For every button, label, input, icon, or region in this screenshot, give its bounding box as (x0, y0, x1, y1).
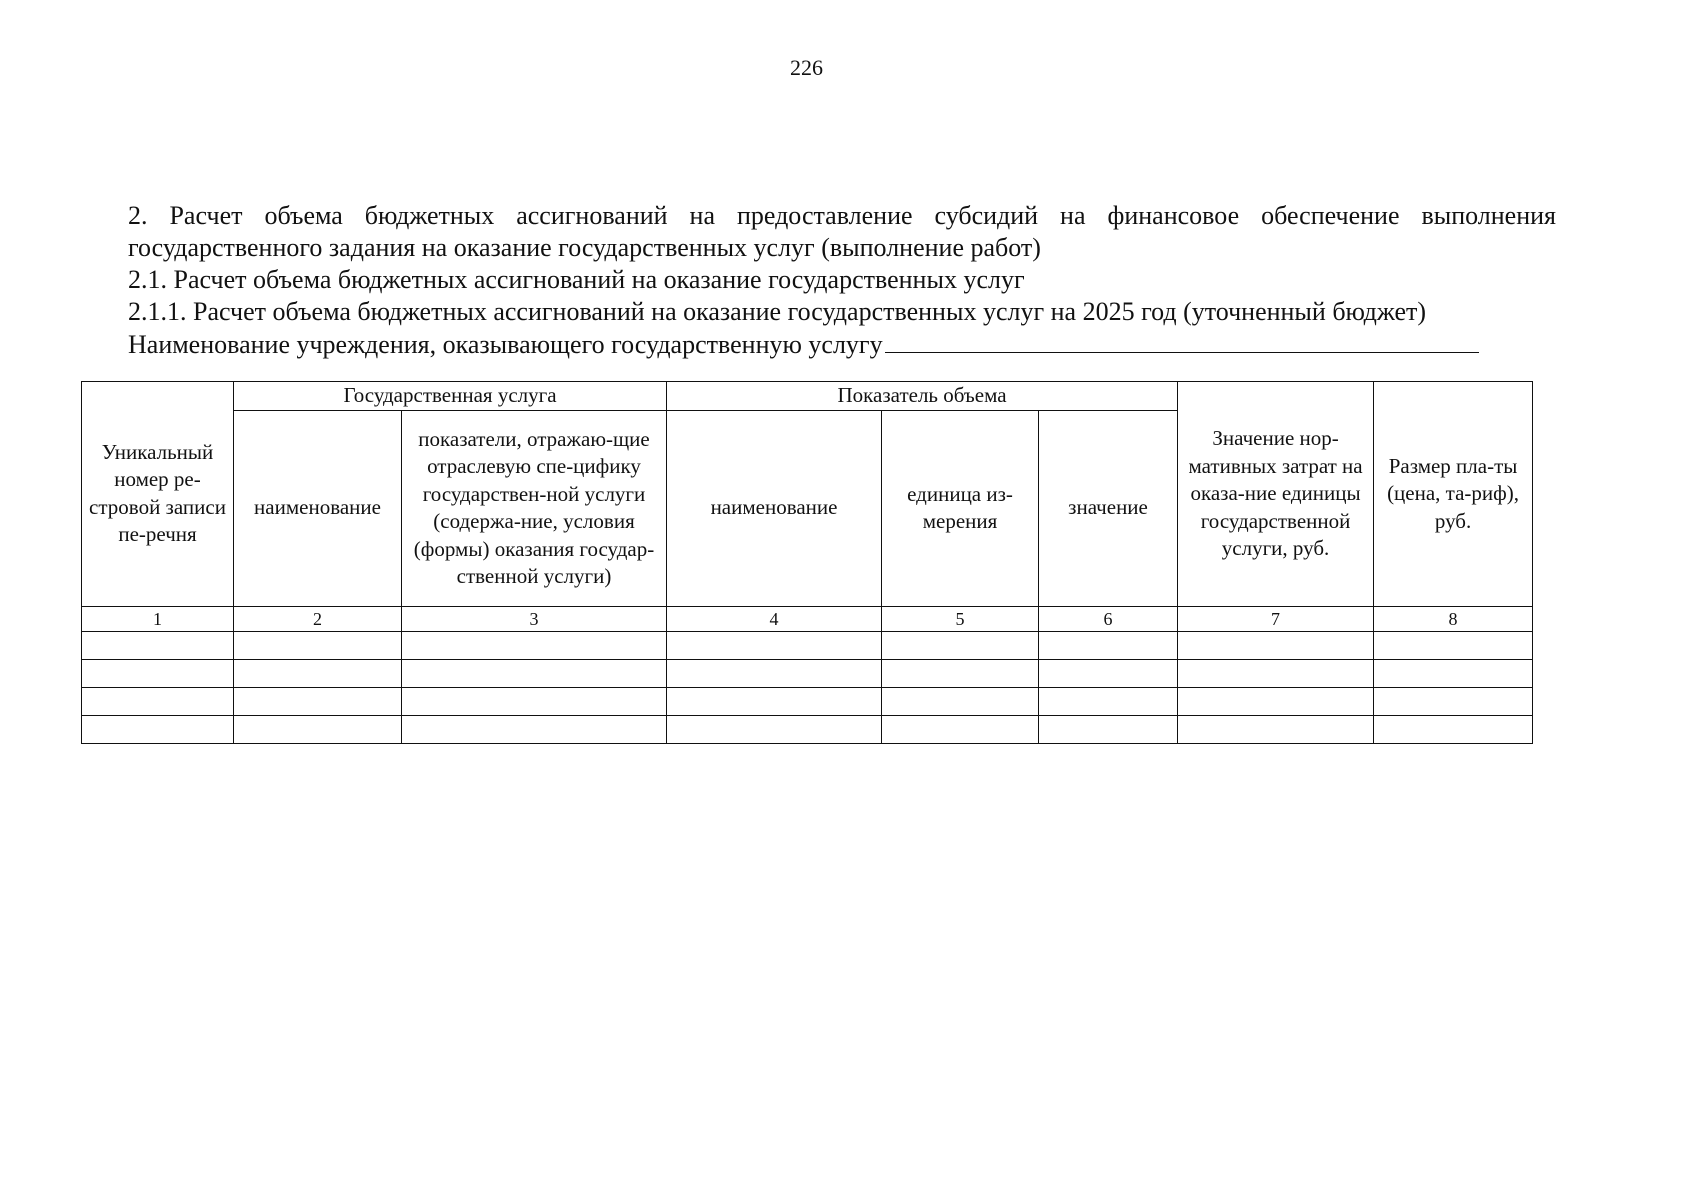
table-row (82, 687, 1533, 715)
table-cell[interactable] (1374, 631, 1533, 659)
table-cell[interactable] (82, 687, 234, 715)
column-number: 2 (234, 606, 402, 631)
table-cell[interactable] (667, 715, 882, 743)
table-cell[interactable] (882, 631, 1039, 659)
header-payment: Размер пла-ты (цена, та-риф), руб. (1374, 382, 1533, 607)
header-group-service: Государственная услуга (234, 382, 667, 411)
table-cell[interactable] (882, 659, 1039, 687)
table-cell[interactable] (82, 631, 234, 659)
table-cell[interactable] (882, 715, 1039, 743)
table-cell[interactable] (234, 631, 402, 659)
heading-line-1: 2. Расчет объема бюджетных ассигнований на предоставление субсидий на финансовое обеспечение выполнения (128, 201, 1556, 230)
table-cell[interactable] (402, 631, 667, 659)
heading-line-2: государственного задания на оказание государственных услуг (выполнение работ) (128, 233, 1041, 262)
column-number: 1 (82, 606, 234, 631)
column-numbers-row (82, 606, 1533, 631)
header-volume-unit: единица из-мерения (882, 410, 1039, 606)
institution-label: Наименование учреждения, оказывающего государственную услугу (128, 330, 883, 359)
institution-name-line (128, 328, 1556, 361)
table-cell[interactable] (667, 631, 882, 659)
table-cell[interactable] (234, 659, 402, 687)
institution-name-blank[interactable] (885, 328, 1479, 353)
table-cell[interactable] (1039, 715, 1178, 743)
header-registry-number: Уникальный номер ре-стровой записи пе-речня (82, 382, 234, 607)
header-volume-name: наименование (667, 410, 882, 606)
table-cell[interactable] (1178, 631, 1374, 659)
table-cell[interactable] (1178, 687, 1374, 715)
column-number: 5 (882, 606, 1039, 631)
page-number: 226 (790, 55, 823, 80)
header-normative-cost: Значение нор-мативных затрат на оказа-ние единицы государственной услуги, руб. (1178, 382, 1374, 607)
header-volume-value: значение (1039, 410, 1178, 606)
table-cell[interactable] (234, 715, 402, 743)
table-cell[interactable] (667, 687, 882, 715)
heading-line-3: 2.1. Расчет объема бюджетных ассигнований на оказание государственных услуг (128, 265, 1025, 294)
table-cell[interactable] (402, 715, 667, 743)
header-group-volume: Показатель объема (667, 382, 1178, 411)
table-cell[interactable] (667, 659, 882, 687)
table-row (82, 631, 1533, 659)
assignments-table (81, 381, 1533, 744)
table-cell[interactable] (82, 715, 234, 743)
table-cell[interactable] (1039, 687, 1178, 715)
table-cell[interactable] (402, 687, 667, 715)
table-cell[interactable] (1039, 631, 1178, 659)
heading-line-4: 2.1.1. Расчет объема бюджетных ассигнований на оказание государственных услуг на 2025 год (уточненный бюджет) (128, 297, 1427, 326)
column-number: 7 (1178, 606, 1374, 631)
column-number: 4 (667, 606, 882, 631)
table-cell[interactable] (1039, 659, 1178, 687)
table-cell[interactable] (402, 659, 667, 687)
column-number: 6 (1039, 606, 1178, 631)
column-number: 3 (402, 606, 667, 631)
table-cell[interactable] (1374, 659, 1533, 687)
column-number: 8 (1374, 606, 1533, 631)
header-service-indicators: показатели, отражаю-щие отраслевую спе-цифику государствен-ной услуги (содержа-ние, условия (формы) оказания государ-ственной услуги) (402, 410, 667, 606)
table-row (82, 715, 1533, 743)
header-service-name: наименование (234, 410, 402, 606)
table-cell[interactable] (1178, 659, 1374, 687)
table-cell[interactable] (234, 687, 402, 715)
table-row (82, 659, 1533, 687)
table-cell[interactable] (1374, 687, 1533, 715)
table-cell[interactable] (1374, 715, 1533, 743)
table-cell[interactable] (82, 659, 234, 687)
table-cell[interactable] (1178, 715, 1374, 743)
table-cell[interactable] (882, 687, 1039, 715)
section-heading (128, 200, 1556, 361)
